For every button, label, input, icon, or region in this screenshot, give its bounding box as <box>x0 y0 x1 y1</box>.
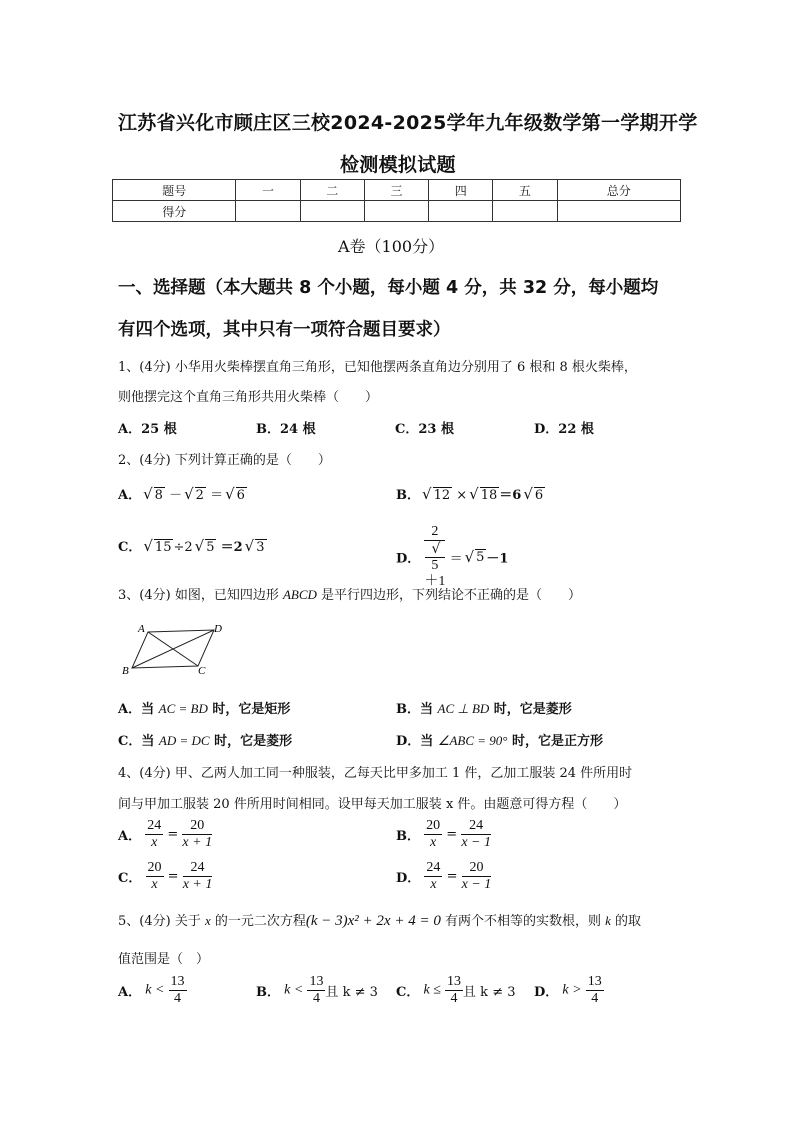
q5-b-condition: 且 k ≠ 3 <box>325 985 378 1000</box>
sqrt-icon: √ <box>464 548 475 566</box>
sqrt-icon: √ <box>244 537 255 555</box>
q5-c-fraction <box>445 974 463 1007</box>
q4-option-a[interactable] <box>118 818 212 851</box>
q5-d-num: 13 <box>587 974 602 989</box>
q4-a-right-num: 20 <box>182 818 212 835</box>
q2-b-operator: × <box>456 488 468 503</box>
q4-b-label: B． <box>396 829 420 844</box>
q4-c-label: C． <box>118 871 142 886</box>
sqrt-icon: √ <box>143 485 153 503</box>
q5-b-den: 4 <box>312 991 320 1006</box>
q3-b-math: AC ⊥ BD <box>437 701 490 716</box>
q3-d-post: 时，它是正方形 <box>507 734 604 749</box>
vertex-label-d: D <box>214 623 222 635</box>
score-header-cell: 二 <box>300 180 364 201</box>
q3-c-pre: C．当 <box>118 734 159 749</box>
q2-b-equals: ＝6 <box>499 488 522 503</box>
q4-a-left-fraction <box>145 818 163 851</box>
q5-equation: (k − 3)x² + 2x + 4 = 0 <box>305 913 441 929</box>
q1-stem-line-2: 则他摆完这个直角三角形共用火柴棒（ ） <box>118 390 379 405</box>
q4-d-right-den: x − 1 <box>461 877 492 892</box>
q3-option-d[interactable] <box>396 730 603 749</box>
q2-d-numerator: 2 <box>424 524 445 541</box>
q4-d-right-num: 20 <box>462 860 492 877</box>
q4-b-right-fraction <box>461 818 491 851</box>
q5-a-num: 13 <box>170 974 185 989</box>
q4-b-right-den: x − 1 <box>461 835 491 850</box>
title-line-2: 检测模拟试题 <box>340 154 456 176</box>
q4-b-equals: = <box>446 827 458 842</box>
q4-c-left-num: 20 <box>147 860 162 875</box>
q3-a-post: 时，它是矩形 <box>207 702 291 717</box>
score-header-cell: 题号 <box>113 180 236 201</box>
q2-d-den-radicand: 5 <box>425 557 445 574</box>
q5-a-label: A． <box>118 985 142 1000</box>
sqrt-icon: √ <box>194 537 205 555</box>
q5-d-den: 4 <box>591 991 599 1006</box>
q2-c-operator: ÷2 <box>173 540 193 555</box>
q3-option-b[interactable] <box>396 698 572 717</box>
q4-b-left-num: 20 <box>426 818 441 833</box>
q2-option-a[interactable] <box>118 484 247 503</box>
q2-option-c[interactable] <box>118 536 267 555</box>
q4-d-label: D． <box>396 871 421 886</box>
q5-stem-line-1 <box>118 910 641 930</box>
q5-c-den: 4 <box>450 991 458 1006</box>
q3-stem <box>118 584 581 603</box>
q2-c-equals: ＝2 <box>220 540 243 555</box>
q4-d-equals: = <box>446 869 458 884</box>
q4-d-left-num: 24 <box>426 860 441 875</box>
score-table <box>112 179 681 222</box>
q2-d-tail: －1 <box>486 551 509 567</box>
q4-d-left-fraction <box>424 860 442 893</box>
q5-option-d[interactable] <box>534 974 604 1007</box>
q5-c-relation: k ≤ <box>423 982 441 998</box>
q2-stem: 2、(4分) 下列计算正确的是（ ） <box>118 453 331 468</box>
q4-stem-line-2: 间与甲加工服装 20 件所用时间相同。设甲每天加工服装 x 件。由题意可得方程（ ） <box>118 797 627 812</box>
q5-c-condition: 且 k ≠ 3 <box>463 985 516 1000</box>
score-input-cell[interactable] <box>493 201 557 222</box>
q4-c-right-den: x + 1 <box>182 877 213 892</box>
q2-a-label: A． <box>118 488 142 503</box>
q2-d-den-tail: ＋1 <box>424 574 446 589</box>
q1-stem-line-1: 1、(4分) 小华用火柴棒摆直角三角形，已知他摆两条直角边分别用了 6 根和 8 根火柴棒， <box>118 360 637 375</box>
score-header-cell: 五 <box>493 180 557 201</box>
q2-a-radicand-1: 8 <box>154 488 163 503</box>
q4-b-left-fraction <box>424 818 442 851</box>
q5-var-x: x <box>204 913 211 928</box>
score-input-cell[interactable] <box>236 201 300 222</box>
score-header-cell: 三 <box>364 180 428 201</box>
score-table-score-row <box>113 201 681 222</box>
q4-stem-line-1: 4、(4分) 甲、乙两人加工同一种服装，乙每天比甲多加工 1 件，乙加工服装 24 件所用时 <box>118 766 633 781</box>
score-input-cell[interactable] <box>429 201 493 222</box>
sqrt-icon: √ <box>523 485 533 503</box>
q4-option-b[interactable] <box>396 818 491 851</box>
sqrt-icon: √ <box>184 485 194 503</box>
sqrt-icon: √ <box>143 537 153 555</box>
q2-a-radicand-2: 2 <box>195 488 204 503</box>
q2-b-label: B． <box>396 488 420 503</box>
q5-b-num: 13 <box>309 974 324 989</box>
score-input-cell[interactable] <box>364 201 428 222</box>
q3-option-c[interactable] <box>118 730 292 749</box>
q4-a-right-fraction <box>182 818 212 851</box>
q3-a-math: AC = BD <box>158 701 208 716</box>
q4-a-equals: = <box>167 827 179 842</box>
q5-line1-b: 的一元二次方程 <box>210 914 306 929</box>
score-table-header-row <box>113 180 681 201</box>
q5-stem-line-2: 值范围是（ ） <box>118 952 210 967</box>
q4-option-c[interactable] <box>118 860 212 893</box>
q1-option-a[interactable]: A．25 根 <box>118 422 177 437</box>
q3-c-post: 时，它是菱形 <box>209 734 293 749</box>
q3-a-pre: A．当 <box>118 702 159 717</box>
score-header-cell: 总分 <box>557 180 680 201</box>
volume-heading: A卷（100分） <box>338 237 445 256</box>
q2-d-radicand: 5 <box>476 550 485 565</box>
q2-d-fraction <box>424 524 445 590</box>
q3-stem-post: 是平行四边形，下列结论不正确的是（ ） <box>316 588 582 603</box>
q5-a-relation: k < <box>145 982 165 998</box>
sqrt-icon: √ <box>422 485 432 503</box>
q5-option-a[interactable] <box>118 974 187 1007</box>
q2-c-radicand-2: 5 <box>206 540 215 555</box>
sqrt-icon: √ <box>469 485 479 503</box>
sqrt-icon: √ <box>431 541 441 557</box>
q5-d-fraction <box>586 974 604 1007</box>
q5-b-relation: k < <box>284 982 304 998</box>
q2-a-radicand-3: 6 <box>236 488 245 503</box>
q5-line1-d: 的取 <box>610 914 642 929</box>
q4-c-left-den: x <box>151 877 158 892</box>
score-row-label: 得分 <box>113 201 236 222</box>
q3-b-pre: B．当 <box>396 702 438 717</box>
q5-d-label: D． <box>534 985 559 1000</box>
q1-option-d[interactable]: D．22 根 <box>534 422 594 437</box>
q3-stem-math: ABCD <box>282 587 317 602</box>
diagonal-bd <box>132 630 214 668</box>
q1-option-b[interactable]: B．24 根 <box>256 422 316 437</box>
q4-c-right-fraction <box>183 860 213 893</box>
q5-line1-a: 5、(4分) 关于 <box>118 914 205 929</box>
q3-b-post: 时，它是菱形 <box>489 702 572 717</box>
score-header-cell: 四 <box>429 180 493 201</box>
q2-a-equals: ＝ <box>210 488 224 503</box>
q3-d-math: ∠ABC = 90° <box>437 733 508 748</box>
q4-a-left-num: 24 <box>147 818 162 833</box>
parallelogram-figure <box>118 616 228 680</box>
q5-b-label: B． <box>256 985 280 1000</box>
q2-b-radicand-1: 12 <box>433 488 451 503</box>
q2-d-equals: ＝ <box>449 551 463 567</box>
q4-c-equals: = <box>167 869 179 884</box>
q2-option-d[interactable] <box>396 524 508 590</box>
q5-b-fraction <box>307 974 325 1007</box>
section-heading-line-2: 有四个选项，其中只有一项符合题目要求） <box>118 320 451 340</box>
q2-d-label: D． <box>396 551 421 567</box>
score-header-cell: 一 <box>236 180 300 201</box>
q5-a-den: 4 <box>174 991 182 1006</box>
q4-d-right-fraction <box>462 860 492 893</box>
q4-a-left-den: x <box>151 835 158 850</box>
q4-option-d[interactable] <box>396 860 491 893</box>
vertex-label-c: C <box>198 665 206 677</box>
score-input-cell[interactable] <box>300 201 364 222</box>
q2-b-radicand-3: 6 <box>534 488 544 503</box>
q3-option-a[interactable] <box>118 698 290 717</box>
q5-option-b[interactable] <box>256 974 378 1007</box>
vertex-label-b: B <box>122 665 129 677</box>
q5-line1-c: 有两个不相等的实数根，则 <box>440 914 606 929</box>
q2-d-denominator <box>424 541 445 590</box>
q3-c-math: AD = DC <box>158 733 210 748</box>
q3-d-pre: D．当 <box>396 734 438 749</box>
q4-b-right-num: 24 <box>461 818 491 835</box>
q2-a-operator: － <box>169 488 183 503</box>
q4-a-label: A． <box>118 829 142 844</box>
q3-stem-pre: 3、(4分) 如图，已知四边形 <box>118 588 283 603</box>
title-line-1: 江苏省兴化市顾庄区三校2024-2025学年九年级数学第一学期开学 <box>118 112 698 134</box>
q5-c-label: C． <box>396 985 420 1000</box>
q4-b-left-den: x <box>430 835 437 850</box>
q2-b-radicand-2: 18 <box>480 488 498 503</box>
sqrt-icon: √ <box>225 485 235 503</box>
q2-c-radicand-1: 15 <box>154 540 172 555</box>
q2-option-b[interactable] <box>396 484 545 503</box>
q5-var-k: k <box>605 913 611 928</box>
q5-d-relation: k > <box>562 982 582 998</box>
q1-option-c[interactable]: C．23 根 <box>395 422 454 437</box>
q4-c-right-num: 24 <box>183 860 213 877</box>
vertex-label-a: A <box>138 623 145 635</box>
q4-c-left-fraction <box>146 860 164 893</box>
q4-a-right-den: x + 1 <box>182 835 213 850</box>
q5-a-fraction <box>169 974 187 1007</box>
q4-d-left-den: x <box>430 877 437 892</box>
q2-c-radicand-3: 3 <box>256 540 265 555</box>
q2-c-label: C． <box>118 540 142 555</box>
score-input-cell[interactable] <box>557 201 680 222</box>
q5-c-num: 13 <box>447 974 462 989</box>
section-heading-line-1: 一、选择题（本大题共 8 个小题，每小题 4 分，共 32 分，每小题均 <box>118 278 659 298</box>
q5-option-c[interactable] <box>396 974 516 1007</box>
